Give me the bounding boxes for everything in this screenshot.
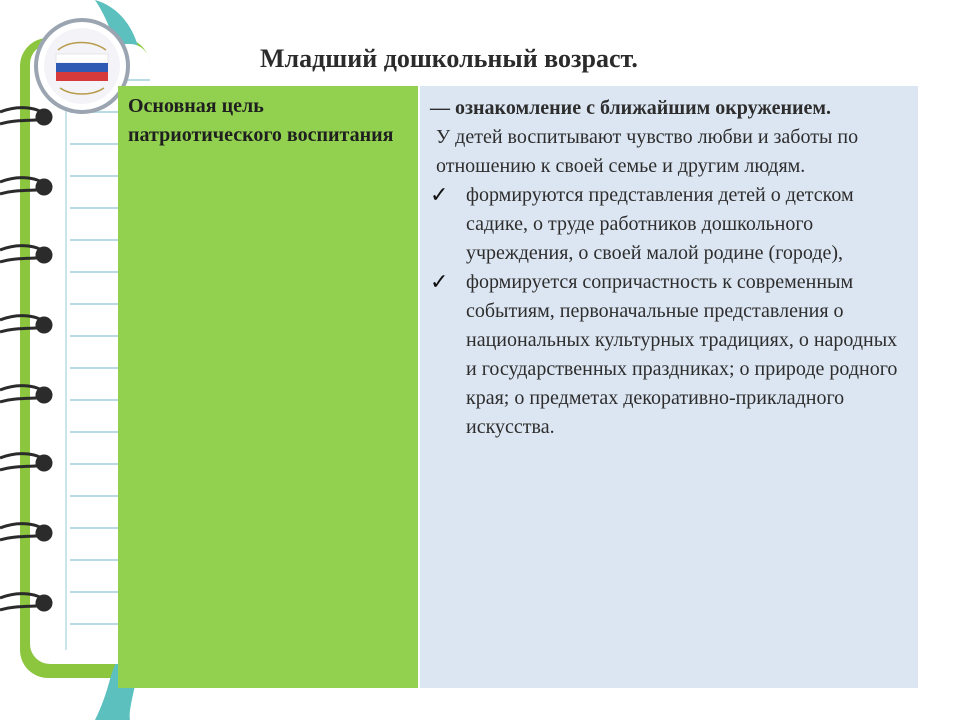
goal-label: Основная цель патриотического воспитания [128, 95, 394, 146]
description-paragraph: У детей воспитывают чувство любви и заботы по отношению к своей семье и другим людям. [436, 126, 859, 177]
checkmark-icon: ✓ [430, 269, 449, 294]
logo-emblem-icon [36, 20, 128, 112]
list-item [430, 268, 906, 442]
checkmark-icon: ✓ [430, 182, 449, 207]
content-table [118, 86, 918, 688]
slide-title: Младший дошкольный возраст. [260, 44, 638, 73]
table-cell-description [420, 86, 918, 688]
lead-text: — ознакомление с ближайшим окружением. [430, 97, 832, 119]
bullet-text: формируются представления детей о детском садике, о труде работников дошкольного учреждения, о своей малой родине (городе), [466, 184, 854, 264]
bullet-text: формируется сопричастность к современным событиям, первоначальные представления о национальных культурных традициях, о народных и государственных праздниках; о природе родного края; о предметах декоративно-прикладного искусства. [466, 271, 898, 438]
list-item [430, 181, 906, 268]
table-cell-goal [118, 86, 420, 688]
